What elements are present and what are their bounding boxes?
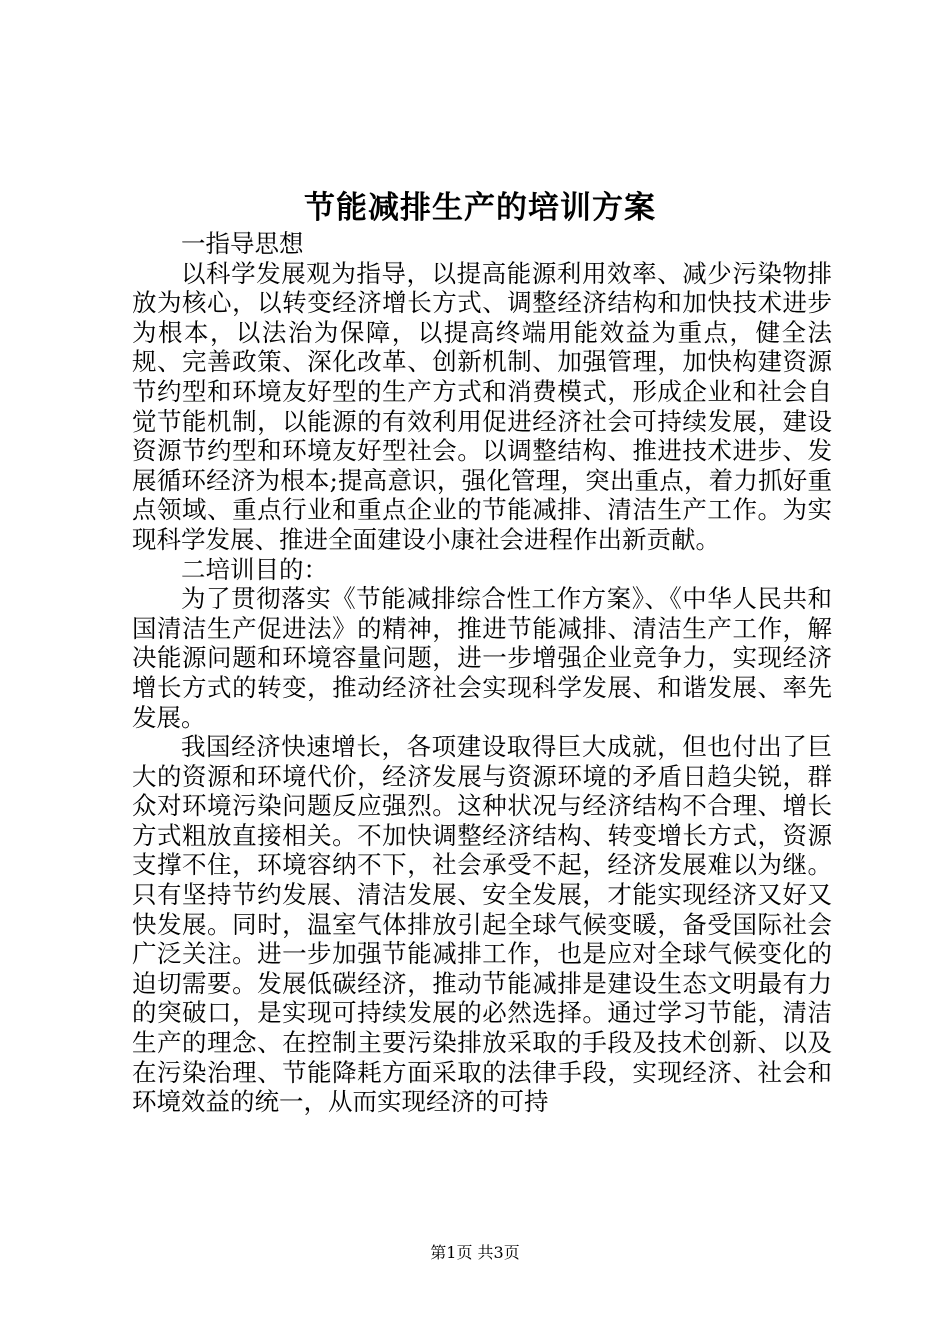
document-body bbox=[132, 229, 832, 1117]
section-heading-training-purpose: 二培训目的： bbox=[181, 554, 328, 584]
section-heading-guiding-ideology: 一指导思想 bbox=[181, 229, 304, 258]
page-number-footer: 第1页 共3页 bbox=[430, 1243, 520, 1262]
paragraph-guiding-ideology: 以科学发展观为指导，以提高能源利用效率、减少污染物排放为核心，以转变经济增长方式、调整经济结构和加快技术进步为根本，以法治为保障，以提高终端用能效益为重点，健全法规、完善政策、深化改革、创新机制、加强管理，加快构建资源节约型和环境友好型的生产方式和消费模式，形成企业和社会自觉节能机制，以能源的有效利用促进经济社会可持续发展，建设资源节约型和环境友好型社会。以调整结构、推进技术进步、发展循环经济为根本;提高意识，强化管理，突出重点，着力抓好重点领域、重点行业和重点企业的节能减排、清洁生产工作。为实现科学发展、推进全面建设小康社会进程作出新贡献。 bbox=[132, 258, 832, 554]
document-title: 节能减排生产的培训方案 bbox=[304, 190, 656, 226]
paragraph-training-purpose: 为了贯彻落实《节能减排综合性工作方案》、《中华人民共和国清洁生产促进法》的精神，推进节能减排、清洁生产工作，解决能源问题和环境容量问题，进一步增强企业竞争力，实现经济增长方式的转变，推动经济社会实现科学发展、和谐发展、率先发展。 bbox=[132, 584, 832, 732]
paragraph-economic-background: 我国经济快速增长，各项建设取得巨大成就，但也付出了巨大的资源和环境代价，经济发展与资源环境的矛盾日趋尖锐，群众对环境污染问题反应强烈。这种状况与经济结构不合理、增长方式粗放直接相关。不加快调整经济结构、转变增长方式，资源支撑不住，环境容纳不下，社会承受不起，经济发展难以为继。只有坚持节约发展、清洁发展、安全发展，才能实现经济又好又快发展。同时，温室气体排放引起全球气候变暖，备受国际社会广泛关注。进一步加强节能减排工作，也是应对全球气候变化的迫切需要。发展低碳经济，推动节能减排是建设生态文明最有力的突破口，是实现可持续发展的必然选择。通过学习节能，清洁生产的理念、在控制主要污染排放采取的手段及技术创新、以及在污染治理、节能降耗方面采取的法律手段，实现经济、社会和环境效益的统一，从而实现经济的可持 bbox=[132, 732, 832, 1117]
